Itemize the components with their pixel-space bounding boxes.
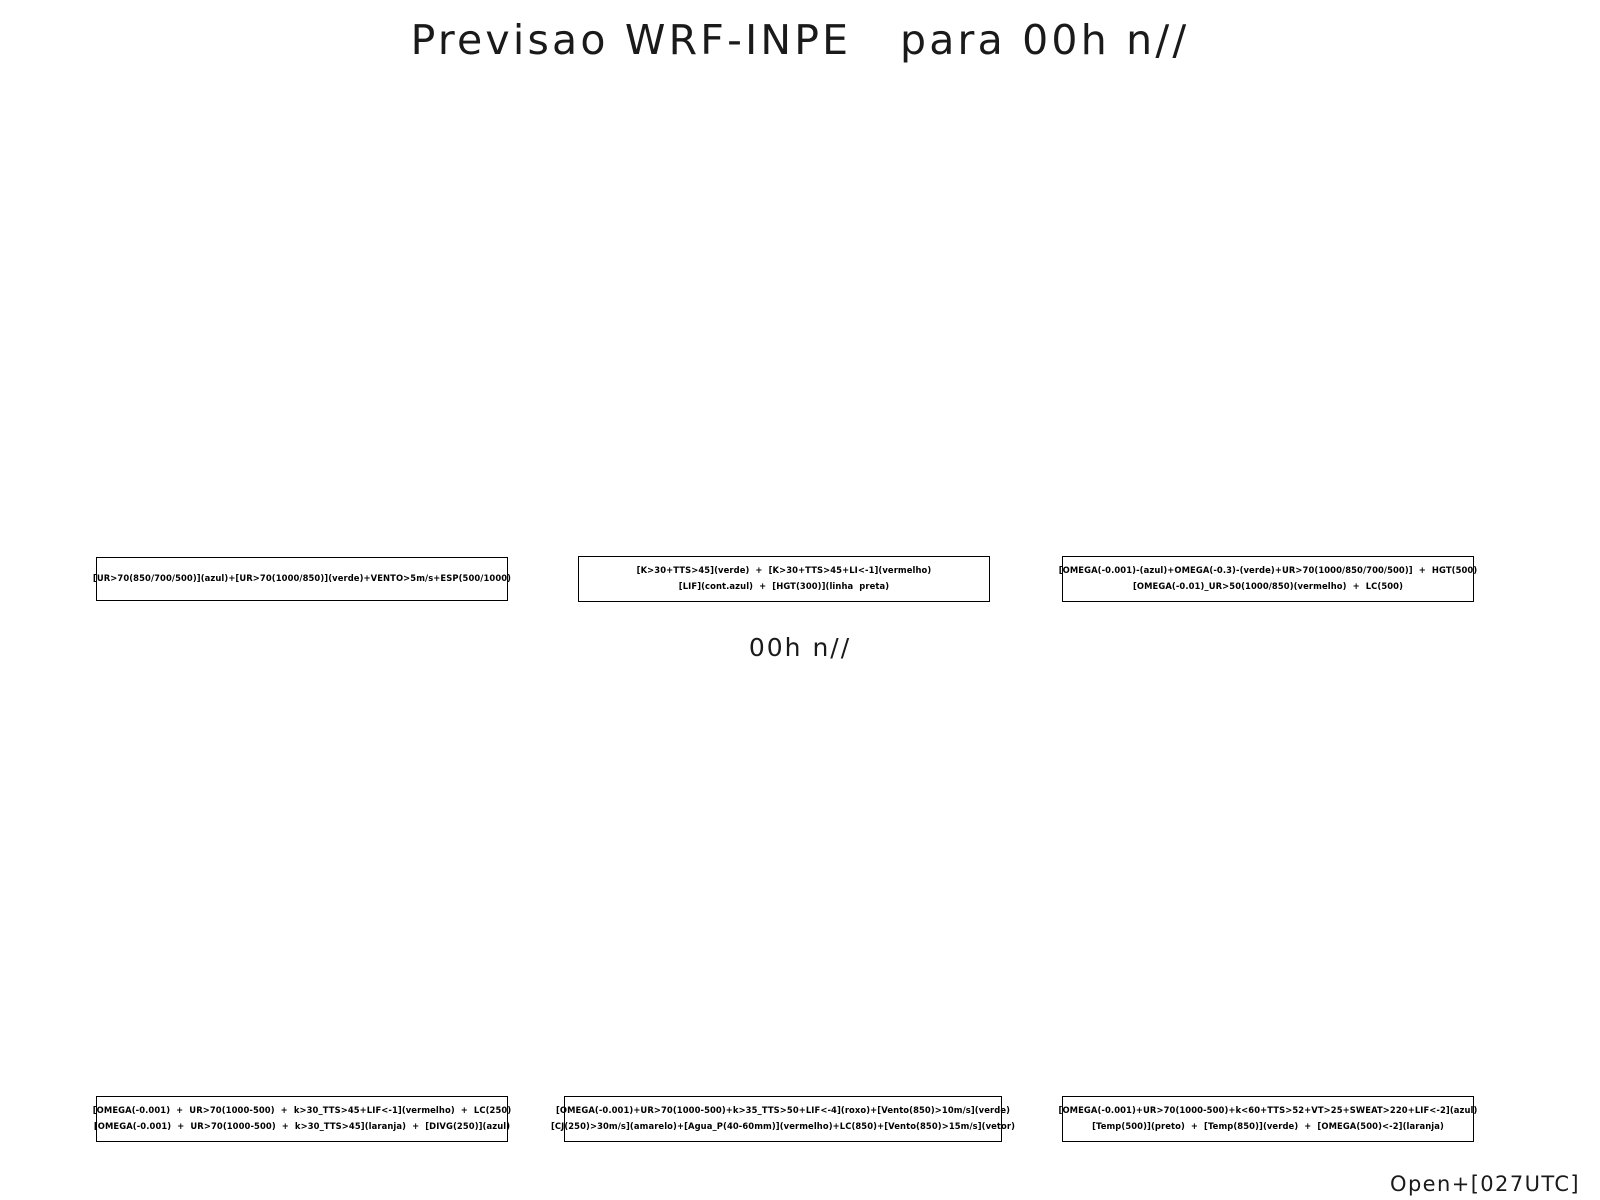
legend-line: [LIF](cont.azul) + [HGT(300)](linha preta) [678,581,890,591]
legend-line: [OMEGA(-0.001)+UR>70(1000-500)+k<60+TTS>52+VT>25+SWEAT>220+LIF<-2](azul) [1058,1105,1478,1116]
mid-caption-forecast-hour: 00h n// [748,633,852,662]
legend-box-omega-humidity [1058,556,1478,602]
legend-line: [OMEGA(-0.001) + UR>70(1000-500) + k>30_TTS>45](laranja) + [DIVG(250)](azul) [93,1121,511,1131]
legend-line: [OMEGA(-0.001) + UR>70(1000-500) + k>30_TTS>45+LIF<-1](vermelho) + LC(250) [92,1105,512,1116]
legend-line: [OMEGA(-0.01)_UR>50(1000/850)(vermelho) + LC(500) [1132,581,1404,591]
legend-line: [OMEGA(-0.001)+UR>70(1000-500)+k>35_TTS>50+LIF<-4](roxo)+[Vento(850)>10m/s](verde) [555,1105,1011,1116]
corner-stamp-utc: Open+[027UTC] [1390,1172,1580,1196]
legend-line: [CJ(250)>30m/s](amarelo)+[Agua_P(40-60mm)](vermelho)+LC(850)+[Vento(850)>15m/s](vetor) [550,1121,1016,1131]
legend-box-sweat-temp [1058,1096,1478,1142]
legend-line: [K>30+TTS>45](verde) + [K>30+TTS>45+LI<-1](vermelho) [636,565,932,576]
legend-line: [Temp(500)](preto) + [Temp(850)](verde) + [OMEGA(500)<-2](laranja) [1092,1121,1444,1131]
legend-line: [UR>70(850/700/500)](azul)+[UR>70(1000/850)](verde)+VENTO>5m/s+ESP(500/1000) [92,573,512,584]
legend-line: [OMEGA(-0.001)-(azul)+OMEGA(-0.3)-(verde)+UR>70(1000/850/700/500)] + HGT(500) [1058,565,1478,576]
legend-box-instability-indices [578,556,990,602]
legend-box-severe-storm [550,1096,1016,1142]
page-title: Previsao WRF-INPE para 00h n// [410,16,1190,64]
legend-box-omega-k-tts-lif [92,1096,512,1142]
legend-box-humidity-wind [92,557,512,601]
